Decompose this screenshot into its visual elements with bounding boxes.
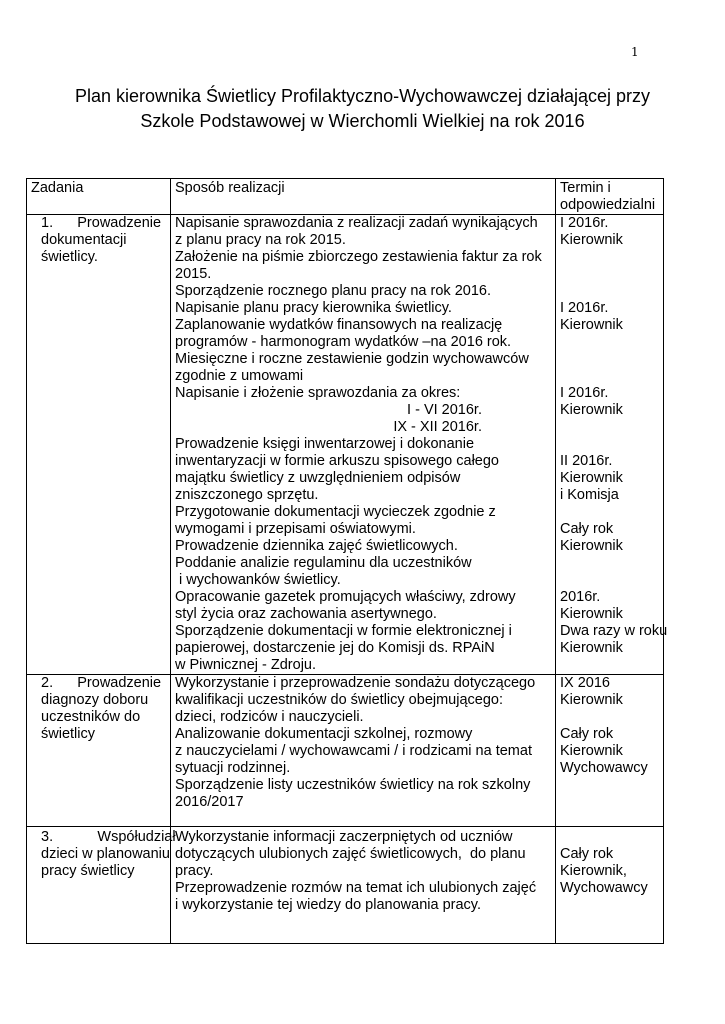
method-line: z planu pracy na rok 2015. xyxy=(175,232,346,248)
term-line xyxy=(560,334,660,351)
term-line xyxy=(560,829,660,846)
method-line: Przygotowanie dokumentacji wycieczek zgodnie z xyxy=(175,504,496,520)
term-line: Kierownik, xyxy=(560,863,627,879)
term-line: I 2016r. xyxy=(560,300,609,316)
header-term: Termin i odpowiedzialni xyxy=(556,179,664,215)
term-line: Dwa razy w roku xyxy=(560,623,668,639)
method-line: Wykorzystanie i przeprowadzenie sondażu dotyczącego xyxy=(175,675,536,691)
method-line: Zaplanowanie wydatków finansowych na realizację xyxy=(175,317,503,333)
method-line: programów - harmonogram wydatków –na 2016 rok. xyxy=(175,334,512,350)
task-line: świetlicy. xyxy=(41,249,98,265)
term-line xyxy=(560,555,660,572)
method-line: Opracowanie gazetek promujących właściwy, zdrowy xyxy=(175,589,516,605)
term-line: IX 2016 xyxy=(560,675,610,691)
method-line: Sporządzenie listy uczestników świetlicy na rok szkolny xyxy=(175,777,531,793)
method-line: 2015. xyxy=(175,266,212,282)
method-line: i wykorzystanie tej wiedzy do planowania pracy. xyxy=(175,897,481,913)
term-line: II 2016r. xyxy=(560,453,613,469)
method-line: IX - XII 2016r. xyxy=(393,419,482,435)
table-header-row xyxy=(27,179,664,215)
method-line: Napisanie sprawozdania z realizacji zadań wynikających xyxy=(175,215,538,231)
term-line: Kierownik xyxy=(560,538,623,554)
term-line: Cały rok xyxy=(560,521,614,537)
task-line: pracy świetlicy xyxy=(41,863,135,879)
term-line: Kierownik xyxy=(560,402,623,418)
term-line xyxy=(560,368,660,385)
method-line: Prowadzenie dziennika zajęć świetlicowych. xyxy=(175,538,458,554)
method-cell xyxy=(171,675,556,827)
term-line xyxy=(560,283,660,300)
method-line: z nauczycielami / wychowawcami / i rodzicami na temat xyxy=(175,743,532,759)
term-cell xyxy=(556,827,664,944)
table-row xyxy=(27,675,664,827)
term-line: Kierownik xyxy=(560,606,623,622)
method-line: inwentaryzacji w formie arkuszu spisowego całego xyxy=(175,453,499,469)
method-line: papierowej, dostarczenie jej do Komisji ds. RPAiN xyxy=(175,640,495,656)
task-line: dokumentacji xyxy=(41,232,127,248)
term-line: Wychowawcy xyxy=(560,760,648,776)
document-title xyxy=(26,84,699,134)
page-number: 1 xyxy=(631,45,639,59)
term-line xyxy=(560,249,660,266)
term-line: Kierownik xyxy=(560,640,623,656)
method-line: Wykorzystanie informacji zaczerpniętych od uczniów xyxy=(175,829,513,845)
method-line: pracy. xyxy=(175,863,214,879)
method-line: Założenie na piśmie zbiorczego zestawienia faktur za rok xyxy=(175,249,542,265)
term-line xyxy=(560,709,660,726)
method-line: sytuacji rodzinnej. xyxy=(175,760,291,776)
term-cell xyxy=(556,675,664,827)
method-line: kwalifikacji uczestników do świetlicy obejmującego: xyxy=(175,692,503,708)
term-line: Cały rok xyxy=(560,726,614,742)
task-cell xyxy=(27,827,176,944)
header-tasks: Zadania xyxy=(27,179,171,215)
term-line: Kierownik xyxy=(560,470,623,486)
task-line: 1. Prowadzenie xyxy=(41,215,162,231)
task-cell xyxy=(27,215,171,675)
method-line: Sporządzenie dokumentacji w formie elektronicznej i xyxy=(175,623,512,639)
method-line: dotyczących ulubionych zajęć świetlicowych, do planu xyxy=(175,846,526,862)
method-line: majątku świetlicy z uwzględnieniem odpisów xyxy=(175,470,461,486)
header-method: Sposób realizacji xyxy=(171,179,556,215)
method-line: I - VI 2016r. xyxy=(407,402,482,418)
title-line-2: Szkole Podstawowej w Wierchomli Wielkiej na rok 2016 xyxy=(140,111,585,131)
term-line xyxy=(560,351,660,368)
task-line: 3. Współudział xyxy=(41,829,176,845)
method-line: Prowadzenie księgi inwentarzowej i dokonanie xyxy=(175,436,475,452)
method-line: Sporządzenie rocznego planu pracy na rok 2016. xyxy=(175,283,491,299)
term-line xyxy=(560,419,660,436)
term-line: I 2016r. xyxy=(560,215,609,231)
task-line: świetlicy xyxy=(41,726,95,742)
term-line: Kierownik xyxy=(560,743,623,759)
term-line xyxy=(560,572,660,589)
term-line xyxy=(560,504,660,521)
method-line: Miesięczne i roczne zestawienie godzin wychowawców xyxy=(175,351,529,367)
term-line: Kierownik xyxy=(560,317,623,333)
method-line: 2016/2017 xyxy=(175,794,244,810)
method-line: Poddanie analizie regulaminu dla uczestników xyxy=(175,555,472,571)
term-line: 2016r. xyxy=(560,589,601,605)
method-cell xyxy=(171,827,556,944)
method-line: i wychowanków świetlicy. xyxy=(175,572,341,588)
task-line: 2. Prowadzenie xyxy=(41,675,162,691)
task-cell xyxy=(27,675,171,827)
term-cell xyxy=(556,215,668,675)
method-cell xyxy=(171,215,556,675)
plan-table xyxy=(26,178,668,944)
table-row xyxy=(27,827,664,944)
term-line: i Komisja xyxy=(560,487,619,503)
method-line: Analizowanie dokumentacji szkolnej, rozmowy xyxy=(175,726,473,742)
task-line: uczestników do xyxy=(41,709,141,725)
term-line: Wychowawcy xyxy=(560,880,648,896)
term-line xyxy=(560,657,660,674)
method-line: dzieci, rodziców i nauczycieli. xyxy=(175,709,364,725)
term-line: Kierownik xyxy=(560,692,623,708)
task-line: diagnozy doboru xyxy=(41,692,149,708)
method-line: Napisanie planu pracy kierownika świetlicy. xyxy=(175,300,452,316)
method-line: styl życia oraz zachowania asertywnego. xyxy=(175,606,437,622)
term-line: Kierownik xyxy=(560,232,623,248)
method-line: w Piwnicznej - Zdroju. xyxy=(175,657,317,673)
term-line: Cały rok xyxy=(560,846,614,862)
title-line-1: Plan kierownika Świetlicy Profilaktyczno-Wychowawczej działającej przy xyxy=(74,86,651,106)
term-line xyxy=(560,436,660,453)
method-line: wymogami i przepisami oświatowymi. xyxy=(175,521,416,537)
task-line: dzieci w planowaniu xyxy=(41,846,170,862)
method-line: zniszczonego sprzętu. xyxy=(175,487,319,503)
method-line: zgodnie z umowami xyxy=(175,368,304,384)
table-row xyxy=(27,215,664,675)
method-line: Napisanie i złożenie sprawozdania za okres: xyxy=(175,385,461,401)
term-line xyxy=(560,266,660,283)
term-line: I 2016r. xyxy=(560,385,609,401)
method-line: Przeprowadzenie rozmów na temat ich ulubionych zajęć xyxy=(175,880,537,896)
